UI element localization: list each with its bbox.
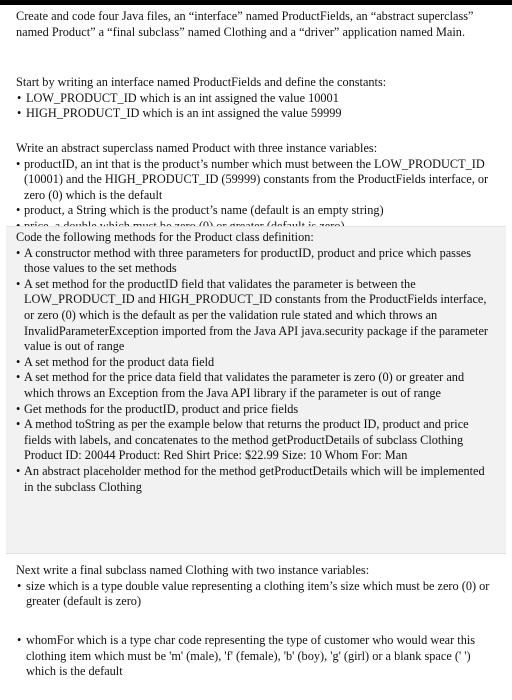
product-section <box>16 141 496 235</box>
list-item: • An abstract placeholder method for the method getProductDetails which will be implemented in the subclass Clothing <box>16 464 496 495</box>
product-variables-list <box>16 157 496 235</box>
methods-heading: Code the following methods for the Product class definition: <box>16 230 314 244</box>
list-item: • A set method for the product data field <box>16 355 496 371</box>
list-item: • A constructor method with three parameters for productID, product and price which passes those values to the set methods <box>16 246 496 277</box>
whomfor-list <box>16 633 496 680</box>
list-item: • productID, an int that is the product’s number which must between the LOW_PRODUCT_ID (10001) and the HIGH_PRODUCT_ID (59999) constants from the ProductFields interface, or zero (0) which is the default <box>16 157 496 204</box>
clothing-section <box>16 563 496 610</box>
intro-text: Create and code four Java files, an “interface” named ProductFields, an “abstract superclass” named Product” a “final subclass” named Clothing and a “driver” application named Main. <box>16 9 474 39</box>
interface-section <box>16 75 496 122</box>
intro-paragraph <box>16 9 496 40</box>
interface-heading: Start by writing an interface named ProductFields and define the constants: <box>16 75 387 89</box>
methods-section <box>16 230 496 495</box>
list-item: • A set method for the price data field that validates the parameter is zero (0) or greater and which throws an Exception from the Java API library if the parameter is out of range <box>16 370 496 401</box>
interface-constants-list <box>16 91 496 122</box>
clothing-variables-list <box>16 579 496 610</box>
list-item: • whomFor which is a type char code representing the type of customer who would wear this clothing item which must be 'm' (male), 'f' (female), 'b' (boy), 'g' (girl) or a blank space (' ') which is the default <box>16 633 496 680</box>
product-heading: Write an abstract superclass named Product with three instance variables: <box>16 141 378 155</box>
list-item: • product, a String which is the product’s name (default is an empty string) <box>16 203 496 219</box>
list-item: • A set method for the productID field that validates the parameter is between the LOW_PRODUCT_ID and HIGH_PRODUCT_ID constants from the ProductFields interface, or zero (0) which is the default as per the validation rule stated and which throws an InvalidParameterException imported from the Java API java.security package if the parameter value is out of range <box>16 277 496 355</box>
clothing-heading: Next write a final subclass named Clothing with two instance variables: <box>16 563 370 577</box>
list-item: • size which is a type double value representing a clothing item’s size which must be zero (0) or greater (default is zero) <box>16 579 496 610</box>
document-page <box>0 5 512 700</box>
list-item: • A method toString as per the example below that returns the product ID, product and price fields with labels, and concatenates to the method getProductDetails of subclass Clothing Product ID: 20044 Product: Red Shirt Price: $22.99 Size: 10 Whom For: Man <box>16 417 496 464</box>
list-item: • HIGH_PRODUCT_ID which is an int assigned the value 59999 <box>16 106 496 122</box>
whomfor-section <box>16 633 496 680</box>
list-item: • Get methods for the productID, product and price fields <box>16 402 496 418</box>
methods-list <box>16 246 496 496</box>
list-item: • LOW_PRODUCT_ID which is an int assigned the value 10001 <box>16 91 496 107</box>
